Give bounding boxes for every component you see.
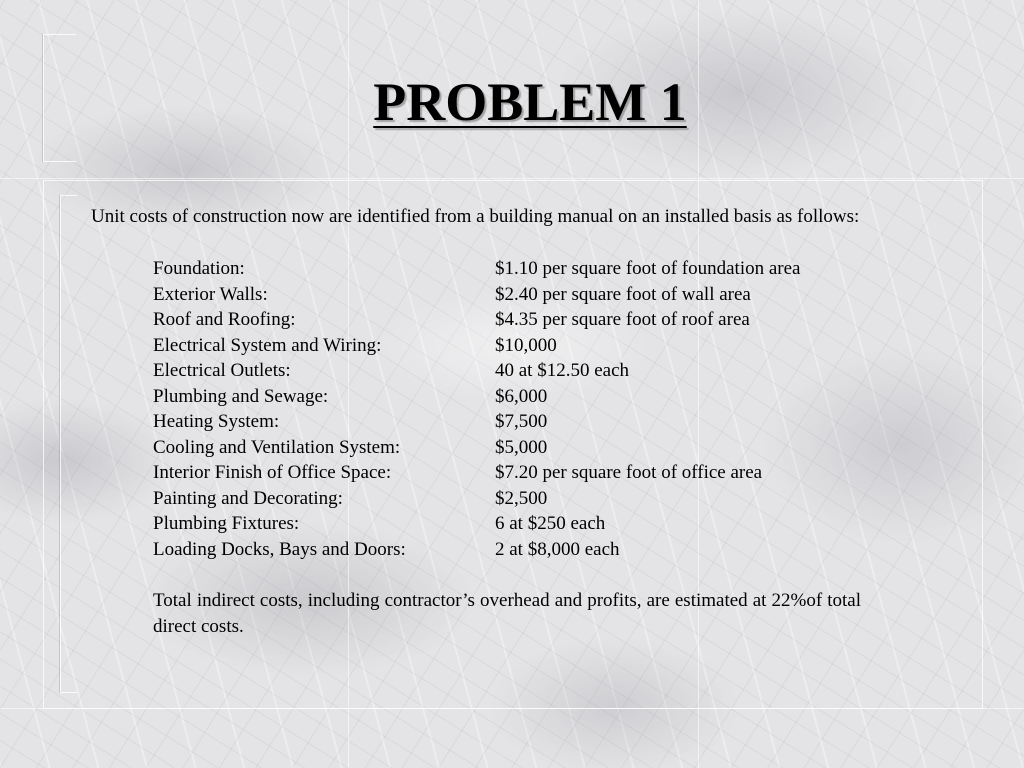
indirect-cost-note: Total indirect costs, including contractor’s overhead and profits, are estimated at 22%of total direct costs. — [153, 590, 861, 637]
cost-label: Exterior Walls: — [153, 283, 268, 305]
cost-label: Foundation: — [153, 258, 245, 279]
cost-label: Plumbing Fixtures: — [153, 513, 300, 534]
cost-value: 2 at $8,000 each — [495, 538, 620, 560]
cost-label: Heating System: — [153, 411, 280, 432]
cost-value: $1.10 per square foot of foundation area — [495, 258, 801, 279]
cost-value: $10,000 — [495, 334, 557, 356]
cost-label: Roof and Roofing: — [153, 309, 296, 330]
cost-label: Loading Docks, Bays and Doors: — [153, 538, 406, 560]
cost-label: Plumbing and Sewage: — [153, 385, 329, 407]
cost-value: $5,000 — [495, 436, 548, 458]
content-accent-bar — [60, 195, 77, 693]
cost-label: Interior Finish of Office Space: — [153, 462, 392, 483]
cost-value: $7,500 — [495, 411, 548, 432]
cost-label: Electrical System and Wiring: — [153, 334, 382, 356]
decorative-frame-rule — [0, 178, 1024, 179]
slide-title: PROBLEM 1 — [373, 72, 687, 132]
cost-label: Painting and Decorating: — [153, 487, 343, 509]
intro-text: Unit costs of construction now are identified from a building manual on an installed basis as follows: — [91, 206, 860, 227]
cost-label: Cooling and Ventilation System: — [153, 436, 401, 458]
cost-value: $2,500 — [495, 487, 548, 509]
cost-value: 40 at $12.50 each — [495, 360, 630, 381]
cost-value: $2.40 per square foot of wall area — [495, 283, 751, 305]
cost-value: $4.35 per square foot of roof area — [495, 309, 750, 330]
cost-value: 6 at $250 each — [495, 513, 606, 534]
cost-value: $7.20 per square foot of office area — [495, 462, 763, 483]
cost-label: Electrical Outlets: — [153, 360, 291, 381]
cost-value: $6,000 — [495, 385, 548, 407]
